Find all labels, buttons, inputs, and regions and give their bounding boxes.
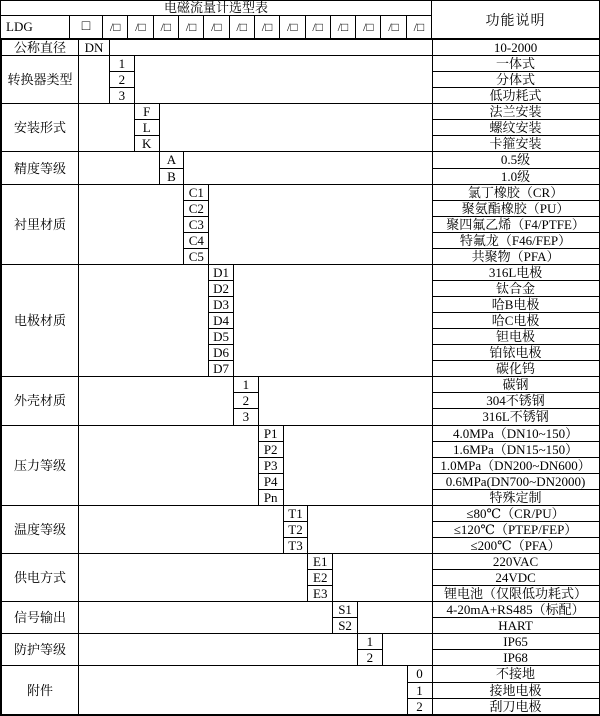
- option-desc-cell: 刮刀电极: [432, 698, 599, 714]
- category-label: 附件: [2, 666, 79, 715]
- option-desc-cell: 分体式: [432, 72, 599, 88]
- option-code-cell: P1: [258, 425, 283, 441]
- filler-cell: [79, 602, 333, 634]
- option-code-cell: 0: [407, 666, 432, 682]
- option-code-cell: S2: [333, 618, 358, 634]
- option-desc-cell: 低功耗式: [432, 88, 599, 104]
- filler-cell: [79, 56, 110, 104]
- option-desc-cell: 碳化钨: [432, 361, 599, 377]
- category-label: 温度等级: [2, 505, 79, 553]
- option-desc-cell: 0.6MPa(DN700~DN2000): [432, 473, 599, 489]
- option-desc-cell: 4-20mA+RS485（标配）: [432, 602, 599, 618]
- code-slot: /□: [230, 16, 255, 38]
- option-desc-cell: 特氟龙（F46/FEP）: [432, 232, 599, 248]
- filler-cell: [134, 56, 432, 104]
- selection-body-table: [1, 39, 600, 715]
- option-code-cell: A: [159, 152, 184, 168]
- option-code-cell: C2: [184, 200, 209, 216]
- option-desc-cell: 220VAC: [432, 554, 599, 570]
- table-row: [2, 666, 600, 682]
- option-code-cell: 2: [407, 698, 432, 714]
- filler-cell: [283, 425, 432, 505]
- category-label: 转换器类型: [2, 56, 79, 104]
- code-slot: /□: [154, 16, 179, 38]
- table-row: [2, 377, 600, 393]
- option-desc-cell: 304不锈钢: [432, 393, 599, 409]
- code-slot: /□: [255, 16, 280, 38]
- option-desc-cell: 一体式: [432, 56, 599, 72]
- table-row: [2, 602, 600, 618]
- option-code-cell: C5: [184, 248, 209, 264]
- option-desc-cell: 特殊定制: [432, 489, 599, 505]
- option-desc-cell: ≤80℃（CR/PU）: [432, 505, 599, 521]
- option-desc-cell: IP65: [432, 634, 599, 650]
- code-slot: /□: [204, 16, 229, 38]
- option-desc-cell: 氯丁橡胶（CR）: [432, 184, 599, 200]
- option-code-cell: S1: [333, 602, 358, 618]
- option-code-cell: F: [134, 104, 159, 120]
- code-slot: /□: [331, 16, 356, 38]
- code-slot: /□: [103, 16, 128, 38]
- category-label: 精度等级: [2, 152, 79, 184]
- filler-cell: [79, 152, 160, 184]
- option-desc-cell: 卡箍安装: [432, 136, 599, 152]
- option-desc-cell: 4.0MPa（DN10~150）: [432, 425, 599, 441]
- code-slot: /□: [280, 16, 305, 38]
- option-code-cell: 1: [110, 56, 135, 72]
- option-code-cell: D1: [209, 264, 234, 280]
- option-code-cell: 3: [233, 409, 258, 425]
- filler-cell: [79, 104, 135, 152]
- option-code-cell: 2: [233, 393, 258, 409]
- option-code-cell: E1: [308, 554, 333, 570]
- option-code-cell: 1: [233, 377, 258, 393]
- filler-cell: [79, 377, 234, 425]
- category-label: 供电方式: [2, 554, 79, 602]
- option-desc-cell: 锂电池（仅限低功耗式）: [432, 586, 599, 602]
- option-desc-cell: 哈C电极: [432, 313, 599, 329]
- table-row: [2, 425, 600, 441]
- option-code-cell: 1: [357, 634, 382, 650]
- filler-cell: [79, 666, 408, 715]
- option-code-cell: P2: [258, 441, 283, 457]
- model-prefix: LDG: [1, 16, 70, 38]
- option-code-cell: D7: [209, 361, 234, 377]
- filler-cell: [79, 425, 259, 505]
- option-code-cell: K: [134, 136, 159, 152]
- option-desc-cell: 1.0级: [432, 168, 599, 184]
- table-header: [1, 1, 599, 39]
- option-desc-cell: IP68: [432, 650, 599, 666]
- option-code-cell: D5: [209, 329, 234, 345]
- option-desc-cell: 316L电极: [432, 264, 599, 280]
- option-code-cell: E3: [308, 586, 333, 602]
- code-slot: /□: [128, 16, 153, 38]
- filler-cell: [258, 377, 432, 425]
- diameter-code-cell: DN: [79, 40, 110, 56]
- table-row: [2, 40, 600, 56]
- option-desc-cell: 316L不锈钢: [432, 409, 599, 425]
- code-slot: /□: [381, 16, 406, 38]
- filler-cell: [79, 184, 184, 264]
- option-desc-cell: 铂铱电极: [432, 345, 599, 361]
- filler-cell: [79, 634, 358, 666]
- model-code-row: [1, 16, 431, 38]
- filler-cell: [333, 554, 432, 602]
- option-code-cell: 2: [110, 72, 135, 88]
- filler-cell: [79, 264, 209, 376]
- option-desc-cell: 24VDC: [432, 570, 599, 586]
- filler-cell: [357, 602, 432, 634]
- category-label: 信号输出: [2, 602, 79, 634]
- diameter-desc-cell: 10-2000: [432, 40, 599, 56]
- option-desc-cell: 钽电极: [432, 329, 599, 345]
- option-desc-cell: 1.0MPa（DN200~DN600）: [432, 457, 599, 473]
- option-desc-cell: 法兰安装: [432, 104, 599, 120]
- table-row: [2, 184, 600, 200]
- table-row: [2, 56, 600, 72]
- option-desc-cell: 螺纹安装: [432, 120, 599, 136]
- category-label: 衬里材质: [2, 184, 79, 264]
- option-code-cell: 3: [110, 88, 135, 104]
- option-code-cell: L: [134, 120, 159, 136]
- option-desc-cell: 0.5级: [432, 152, 599, 168]
- option-code-cell: 2: [357, 650, 382, 666]
- table-row: [2, 634, 600, 650]
- header-left: [1, 1, 432, 38]
- option-code-cell: T1: [283, 505, 308, 521]
- filler-cell: [209, 184, 432, 264]
- option-code-cell: T3: [283, 537, 308, 553]
- option-desc-cell: 共聚物（PFA）: [432, 248, 599, 264]
- option-desc-cell: 钛合金: [432, 280, 599, 296]
- table-title: 电磁流量计选型表: [1, 1, 431, 16]
- option-desc-cell: 接地电极: [432, 682, 599, 698]
- option-code-cell: C1: [184, 184, 209, 200]
- category-label: 安装形式: [2, 104, 79, 152]
- option-desc-cell: ≤120℃（PTEP/FEP）: [432, 521, 599, 537]
- filler-cell: [233, 264, 432, 376]
- option-code-cell: C3: [184, 216, 209, 232]
- option-desc-cell: 聚四氟乙烯（F4/PTFE）: [432, 216, 599, 232]
- option-desc-cell: ≤200℃（PFA）: [432, 537, 599, 553]
- table-row: [2, 104, 600, 120]
- filler-cell: [79, 505, 284, 553]
- option-desc-cell: 碳钢: [432, 377, 599, 393]
- function-column-header: 功能说明: [485, 13, 546, 29]
- code-placeholder-box: □: [70, 16, 103, 38]
- category-label: 外壳材质: [2, 377, 79, 425]
- table-row: [2, 152, 600, 168]
- option-desc-cell: 哈B电极: [432, 297, 599, 313]
- filler-cell: [159, 104, 432, 152]
- option-code-cell: E2: [308, 570, 333, 586]
- option-code-cell: B: [159, 168, 184, 184]
- diameter-label: 公称直径: [2, 40, 79, 56]
- option-code-cell: Pn: [258, 489, 283, 505]
- table-row: [2, 554, 600, 570]
- code-slot: /□: [179, 16, 204, 38]
- code-slot: /□: [356, 16, 381, 38]
- code-slot: /□: [306, 16, 331, 38]
- category-label: 压力等级: [2, 425, 79, 505]
- option-code-cell: P4: [258, 473, 283, 489]
- option-code-cell: T2: [283, 521, 308, 537]
- category-label: 防护等级: [2, 634, 79, 666]
- filler-cell: [308, 505, 432, 553]
- option-desc-cell: 聚氨酯橡胶（PU）: [432, 200, 599, 216]
- category-label: 电极材质: [2, 264, 79, 376]
- filler-cell: [382, 634, 432, 666]
- option-code-cell: P3: [258, 457, 283, 473]
- option-code-cell: C4: [184, 232, 209, 248]
- code-slot: /□: [413, 19, 425, 34]
- table-row: [2, 505, 600, 521]
- option-code-cell: D6: [209, 345, 234, 361]
- table-row: [2, 264, 600, 280]
- option-code-cell: 1: [407, 682, 432, 698]
- filler-cell: [110, 40, 433, 56]
- option-code-cell: D2: [209, 280, 234, 296]
- option-desc-cell: HART: [432, 618, 599, 634]
- filler-cell: [184, 152, 432, 184]
- code-slot-row: [103, 16, 431, 38]
- option-desc-cell: 不接地: [432, 666, 599, 682]
- option-code-cell: D3: [209, 297, 234, 313]
- filler-cell: [79, 554, 308, 602]
- option-code-cell: D4: [209, 313, 234, 329]
- option-desc-cell: 1.6MPa（DN15~150）: [432, 441, 599, 457]
